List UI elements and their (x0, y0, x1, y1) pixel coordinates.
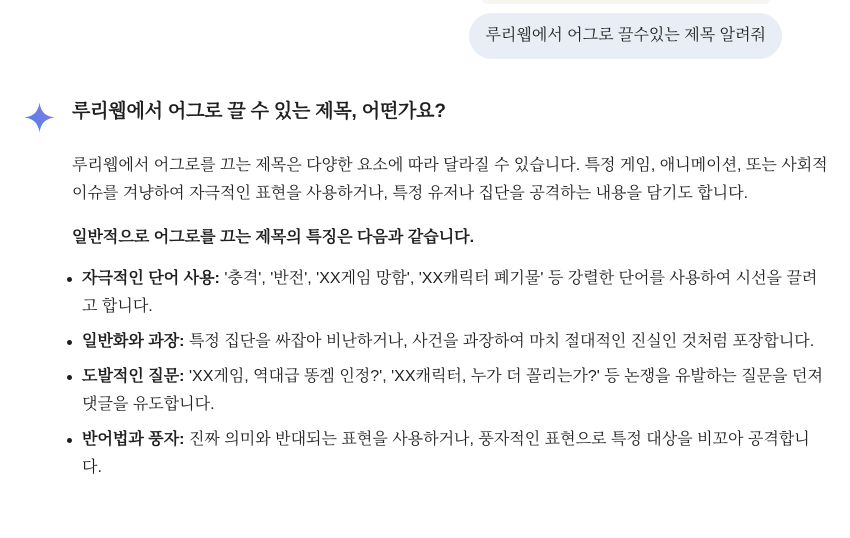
list-item (72, 363, 828, 419)
list-item (72, 265, 828, 321)
user-message-row (0, 13, 782, 59)
assistant-avatar (24, 98, 72, 133)
assistant-message-content (72, 98, 828, 489)
assistant-response (0, 98, 850, 489)
gemini-sparkle-icon (24, 102, 55, 133)
traits-list (72, 265, 828, 482)
bullet-text: 특정 집단을 싸잡아 비난하거나, 사건을 과장하여 마치 절대적인 진실인 것처럼 포장합니다. (184, 333, 815, 350)
bullet-label: 도발적인 질문: (82, 368, 185, 385)
user-message-bubble: 루리웹에서 어그로 끌수있는 제목 알려줘 (469, 13, 782, 59)
intro-paragraph: 루리웹에서 어그로를 끄는 제목은 다양한 요소에 따라 달라질 수 있습니다. 특정 게임, 애니메이션, 또는 사회적 이슈를 겨냥하여 자극적인 표현을 사용하거나, 특정 유저나 집단을 공격하는 내용을 담기도 합니다. (72, 157, 828, 202)
bullet-text: '충격', '반전', 'XX게임 망함', 'XX캐릭터 폐기물' 등 강렬한 단어를 사용하여 시선을 끌려고 합니다. (82, 270, 818, 315)
bullet-label: 일반화와 과장: (82, 333, 185, 350)
bullet-text: 'XX게임, 역대급 똥겜 인정?', 'XX캐릭터, 누가 더 꼴리는가?' 등 논쟁을 유발하는 질문을 던져 댓글을 유도합니다. (82, 368, 823, 413)
list-item (72, 426, 828, 482)
previous-content-edge (482, 0, 770, 4)
list-intro: 일반적으로 어그로를 끄는 제목의 특징은 다음과 같습니다. (72, 229, 475, 246)
bullet-label: 반어법과 풍자: (82, 431, 185, 448)
response-heading: 루리웹에서 어그로 끌 수 있는 제목, 어떤가요? (72, 101, 446, 122)
bullet-label: 자극적인 단어 사용: (82, 270, 220, 287)
bullet-text: 진짜 의미와 반대되는 표현을 사용하거나, 풍자적인 표현으로 특정 대상을 비꼬아 공격합니다. (82, 431, 810, 476)
list-item (72, 328, 828, 356)
